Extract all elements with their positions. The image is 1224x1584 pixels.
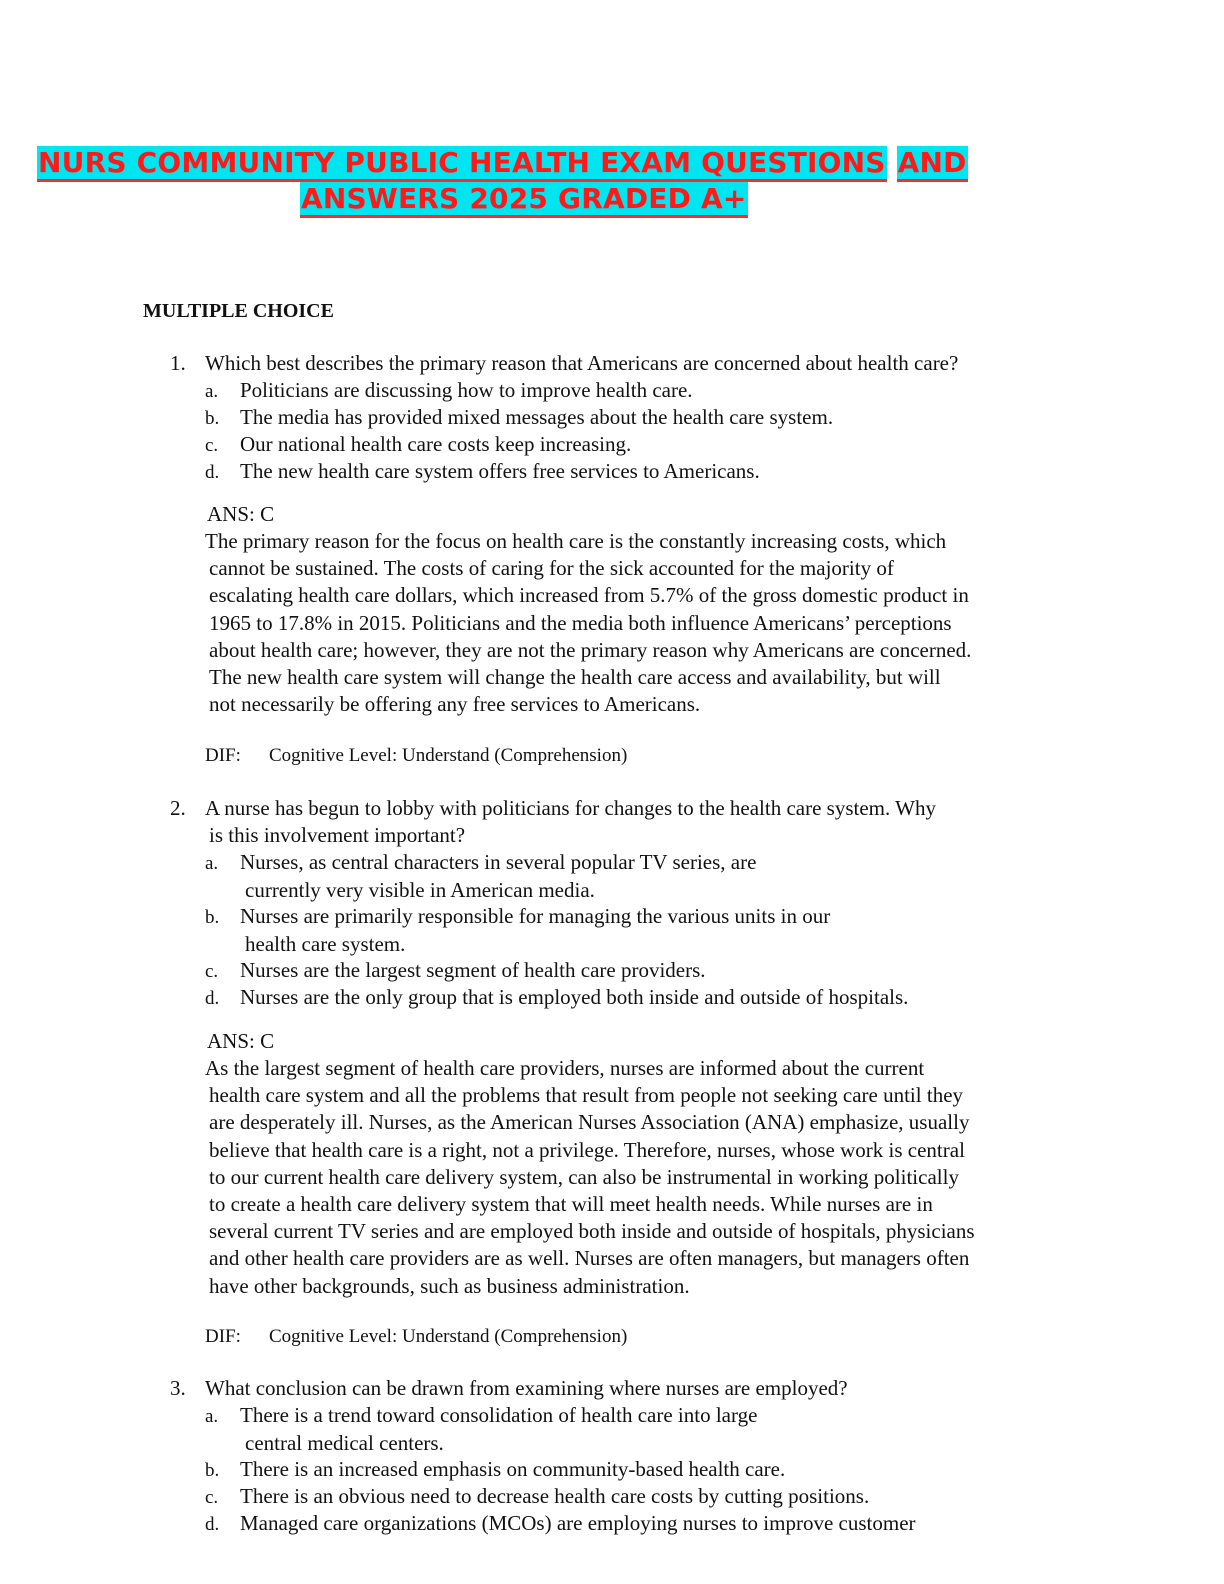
dif-label: DIF: xyxy=(205,1326,241,1347)
answer-option xyxy=(205,849,756,904)
answer-option xyxy=(205,404,833,432)
rationale-line: to create a health care delivery system that will meet health needs. While nurses are in xyxy=(209,1192,933,1217)
answer-option xyxy=(205,1510,916,1538)
question-stem: Which best describes the primary reason that Americans are concerned about health care? xyxy=(205,351,959,375)
stem-line: is this involvement important? xyxy=(209,823,466,847)
rationale-line: not necessarily be offering any free services to Americans. xyxy=(209,692,701,717)
option-letter: a. xyxy=(205,381,219,402)
option-text: There is an increased emphasis on community-based health care. xyxy=(240,1457,786,1481)
answer-key: ANS: C xyxy=(207,1029,275,1053)
title-part-1: NURS COMMUNITY PUBLIC HEALTH EXAM QUESTIONS xyxy=(37,146,887,182)
title-part-3: ANSWERS 2025 GRADED A+ xyxy=(300,182,748,218)
question-number: 2. xyxy=(170,796,186,820)
option-text: There is an obvious need to decrease health care costs by cutting positions. xyxy=(240,1484,870,1508)
option-text: Our national health care costs keep increasing. xyxy=(240,432,632,456)
section-heading: MULTIPLE CHOICE xyxy=(143,300,334,322)
option-letter: c. xyxy=(205,961,219,982)
option-letter: a. xyxy=(205,853,219,874)
dif-value: Cognitive Level: Understand (Comprehension) xyxy=(269,745,628,766)
option-letter: d. xyxy=(205,462,220,483)
option-text: Managed care organizations (MCOs) are employing nurses to improve customer xyxy=(240,1511,916,1535)
answer-option xyxy=(205,1402,757,1457)
question-number: 3. xyxy=(170,1376,186,1400)
rationale-line: several current TV series and are employed both inside and outside of hospitals, physicians xyxy=(209,1219,975,1244)
option-letter: a. xyxy=(205,1406,219,1427)
answer-option xyxy=(205,984,908,1012)
answer-rationale xyxy=(205,1055,1105,1300)
rationale-line: The primary reason for the focus on health care is the constantly increasing costs, which xyxy=(205,529,947,553)
option-text-continued: central medical centers. xyxy=(245,1431,444,1455)
option-text: Nurses are the only group that is employed both inside and outside of hospitals. xyxy=(240,985,909,1009)
rationale-line: escalating health care dollars, which increased from 5.7% of the gross domestic product in xyxy=(209,583,969,608)
option-text-continued: health care system. xyxy=(245,932,406,956)
title-part-2: AND xyxy=(897,146,968,182)
rationale-line: As the largest segment of health care providers, nurses are informed about the current xyxy=(205,1056,925,1080)
option-text-continued: currently very visible in American media. xyxy=(245,878,595,902)
option-letter: d. xyxy=(205,988,220,1009)
answer-option xyxy=(205,1456,785,1484)
answer-option xyxy=(205,1483,869,1511)
option-letter: c. xyxy=(205,1487,219,1508)
rationale-line: health care system and all the problems that result from people not seeking care until they xyxy=(209,1083,964,1108)
option-text: The new health care system offers free services to Americans. xyxy=(240,459,760,483)
option-letter: b. xyxy=(205,907,220,928)
rationale-line: about health care; however, they are not the primary reason why Americans are concerned. xyxy=(209,637,972,662)
dif-value: Cognitive Level: Understand (Comprehension) xyxy=(269,1326,628,1347)
rationale-line: are desperately ill. Nurses, as the American Nurses Association (ANA) emphasize, usually xyxy=(209,1110,970,1135)
option-letter: c. xyxy=(205,435,219,456)
answer-key: ANS: C xyxy=(207,502,275,526)
option-text: The media has provided mixed messages about the health care system. xyxy=(240,405,834,429)
dif-label: DIF: xyxy=(205,745,241,766)
answer-option xyxy=(205,903,830,958)
option-text: Nurses, as central characters in several popular TV series, are xyxy=(240,850,757,874)
option-text: There is a trend toward consolidation of health care into large xyxy=(240,1403,758,1427)
question-number: 1. xyxy=(170,351,186,375)
rationale-line: The new health care system will change the health care access and availability, but will xyxy=(209,665,941,690)
rationale-line: have other backgrounds, such as business administration. xyxy=(209,1273,690,1298)
difficulty-line xyxy=(205,744,627,768)
question-stem xyxy=(205,795,1085,849)
stem-line: A nurse has begun to lobby with politicians for changes to the health care system. Why xyxy=(205,796,936,820)
answer-option xyxy=(205,957,706,985)
question-stem: What conclusion can be drawn from examining where nurses are employed? xyxy=(205,1376,848,1400)
answer-option xyxy=(205,377,693,405)
rationale-line: and other health care providers are as well. Nurses are often managers, but managers often xyxy=(209,1246,970,1271)
option-text: Politicians are discussing how to improve health care. xyxy=(240,378,693,402)
option-text: Nurses are the largest segment of health care providers. xyxy=(240,958,706,982)
rationale-line: 1965 to 17.8% in 2015. Politicians and the media both influence Americans’ perceptions xyxy=(209,610,952,635)
answer-rationale xyxy=(205,528,1105,718)
rationale-line: cannot be sustained. The costs of caring for the sick accounted for the majority of xyxy=(209,556,894,581)
rationale-line: to our current health care delivery system, can also be instrumental in working politically xyxy=(209,1164,959,1189)
option-letter: d. xyxy=(205,1514,220,1535)
answer-option xyxy=(205,431,631,459)
option-text: Nurses are primarily responsible for managing the various units in our xyxy=(240,904,831,928)
document-title-line-2 xyxy=(300,181,748,217)
option-letter: b. xyxy=(205,408,220,429)
rationale-line: believe that health care is a right, not a privilege. Therefore, nurses, whose work is central xyxy=(209,1137,965,1162)
answer-option xyxy=(205,458,760,486)
document-title-line-1 xyxy=(37,145,968,181)
difficulty-line xyxy=(205,1325,627,1349)
option-letter: b. xyxy=(205,1460,220,1481)
